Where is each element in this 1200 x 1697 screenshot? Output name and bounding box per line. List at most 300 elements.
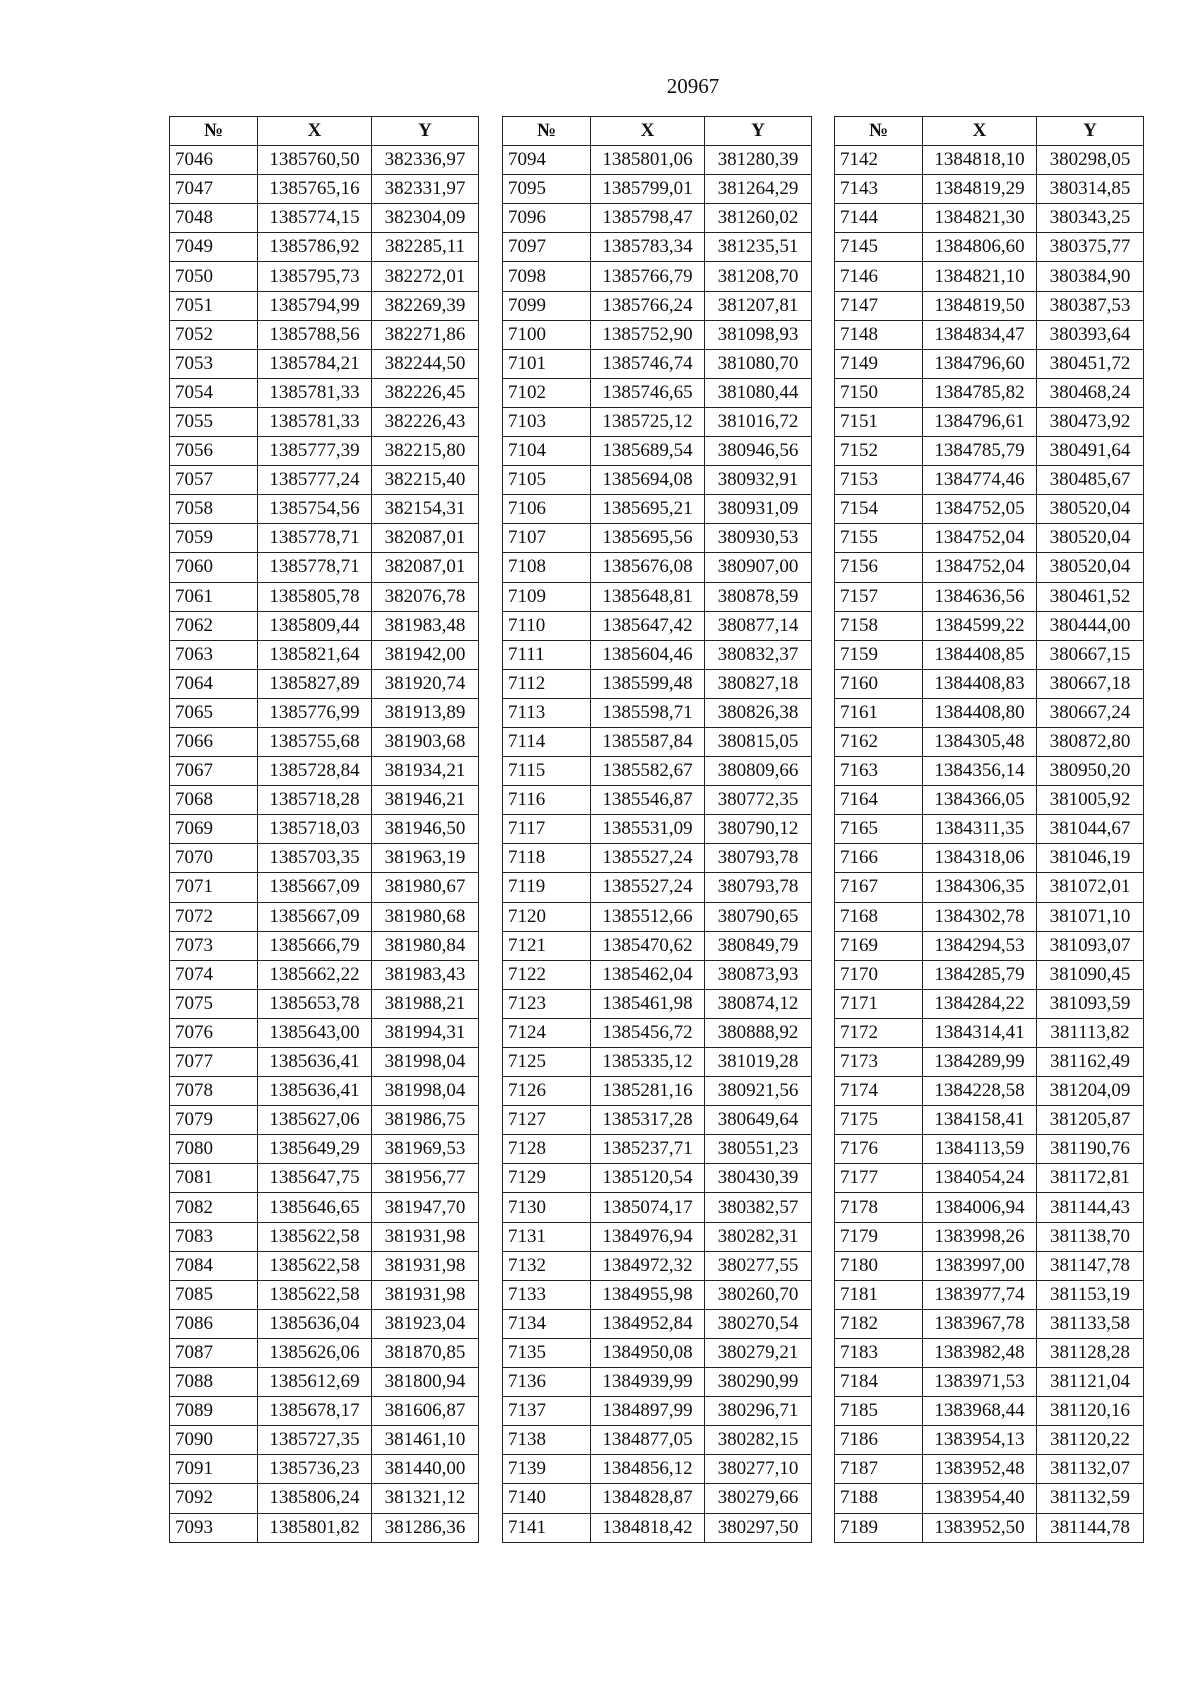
x-coordinate-cell: 1385783,34 bbox=[591, 233, 705, 262]
x-coordinate-cell: 1385755,68 bbox=[258, 727, 372, 756]
y-coordinate-cell: 382269,39 bbox=[372, 291, 479, 320]
x-coordinate-cell: 1385531,09 bbox=[591, 815, 705, 844]
x-coordinate-cell: 1385766,24 bbox=[591, 291, 705, 320]
point-number-cell: 7102 bbox=[503, 378, 591, 407]
y-coordinate-cell: 381956,77 bbox=[372, 1164, 479, 1193]
y-coordinate-cell: 381931,98 bbox=[372, 1222, 479, 1251]
y-coordinate-cell: 381440,00 bbox=[372, 1455, 479, 1484]
point-number-cell: 7157 bbox=[835, 582, 923, 611]
x-coordinate-cell: 1384289,99 bbox=[923, 1048, 1037, 1077]
x-coordinate-cell: 1384158,41 bbox=[923, 1106, 1037, 1135]
point-number-cell: 7162 bbox=[835, 727, 923, 756]
header-y: Y bbox=[705, 117, 812, 146]
y-coordinate-cell: 380551,23 bbox=[705, 1135, 812, 1164]
x-coordinate-cell: 1385805,78 bbox=[258, 582, 372, 611]
x-coordinate-cell: 1385622,58 bbox=[258, 1280, 372, 1309]
table-row bbox=[170, 378, 479, 407]
y-coordinate-cell: 380907,00 bbox=[705, 553, 812, 582]
x-coordinate-cell: 1384818,10 bbox=[923, 146, 1037, 175]
x-coordinate-cell: 1385746,74 bbox=[591, 349, 705, 378]
table-row bbox=[170, 1106, 479, 1135]
table-row bbox=[503, 1135, 812, 1164]
table-row bbox=[170, 698, 479, 727]
y-coordinate-cell: 381998,04 bbox=[372, 1077, 479, 1106]
point-number-cell: 7055 bbox=[170, 407, 258, 436]
point-number-cell: 7063 bbox=[170, 640, 258, 669]
point-number-cell: 7071 bbox=[170, 873, 258, 902]
y-coordinate-cell: 380930,53 bbox=[705, 524, 812, 553]
header-number: № bbox=[503, 117, 591, 146]
y-coordinate-cell: 380491,64 bbox=[1037, 437, 1144, 466]
point-number-cell: 7080 bbox=[170, 1135, 258, 1164]
point-number-cell: 7166 bbox=[835, 844, 923, 873]
y-coordinate-cell: 381980,68 bbox=[372, 902, 479, 931]
table-row bbox=[835, 815, 1144, 844]
point-number-cell: 7103 bbox=[503, 407, 591, 436]
x-coordinate-cell: 1385643,00 bbox=[258, 1018, 372, 1047]
point-number-cell: 7083 bbox=[170, 1222, 258, 1251]
point-number-cell: 7141 bbox=[503, 1513, 591, 1542]
x-coordinate-cell: 1384972,32 bbox=[591, 1251, 705, 1280]
point-number-cell: 7189 bbox=[835, 1513, 923, 1542]
point-number-cell: 7176 bbox=[835, 1135, 923, 1164]
point-number-cell: 7152 bbox=[835, 437, 923, 466]
table-row bbox=[170, 1368, 479, 1397]
x-coordinate-cell: 1384302,78 bbox=[923, 902, 1037, 931]
x-coordinate-cell: 1385754,56 bbox=[258, 495, 372, 524]
x-coordinate-cell: 1384306,35 bbox=[923, 873, 1037, 902]
x-coordinate-cell: 1385777,24 bbox=[258, 466, 372, 495]
table-row bbox=[835, 437, 1144, 466]
point-number-cell: 7110 bbox=[503, 611, 591, 640]
table-row bbox=[835, 262, 1144, 291]
x-coordinate-cell: 1385806,24 bbox=[258, 1484, 372, 1513]
table-row bbox=[170, 349, 479, 378]
x-coordinate-cell: 1384366,05 bbox=[923, 786, 1037, 815]
y-coordinate-cell: 380277,55 bbox=[705, 1251, 812, 1280]
table-row bbox=[835, 931, 1144, 960]
x-coordinate-cell: 1383967,78 bbox=[923, 1309, 1037, 1338]
point-number-cell: 7130 bbox=[503, 1193, 591, 1222]
y-coordinate-cell: 382244,50 bbox=[372, 349, 479, 378]
x-coordinate-cell: 1384752,05 bbox=[923, 495, 1037, 524]
point-number-cell: 7068 bbox=[170, 786, 258, 815]
table-row bbox=[835, 320, 1144, 349]
table-row bbox=[170, 815, 479, 844]
table-row bbox=[170, 1397, 479, 1426]
x-coordinate-cell: 1385647,75 bbox=[258, 1164, 372, 1193]
table-row bbox=[835, 989, 1144, 1018]
y-coordinate-cell: 380809,66 bbox=[705, 757, 812, 786]
x-coordinate-cell: 1385784,21 bbox=[258, 349, 372, 378]
table-row bbox=[835, 902, 1144, 931]
x-coordinate-cell: 1385695,21 bbox=[591, 495, 705, 524]
table-row bbox=[503, 349, 812, 378]
table-row bbox=[170, 1222, 479, 1251]
x-coordinate-cell: 1385527,24 bbox=[591, 844, 705, 873]
y-coordinate-cell: 381046,19 bbox=[1037, 844, 1144, 873]
point-number-cell: 7121 bbox=[503, 931, 591, 960]
y-coordinate-cell: 381280,39 bbox=[705, 146, 812, 175]
point-number-cell: 7051 bbox=[170, 291, 258, 320]
point-number-cell: 7154 bbox=[835, 495, 923, 524]
y-coordinate-cell: 380387,53 bbox=[1037, 291, 1144, 320]
table-row bbox=[503, 844, 812, 873]
table-row bbox=[835, 1048, 1144, 1077]
point-number-cell: 7156 bbox=[835, 553, 923, 582]
point-number-cell: 7137 bbox=[503, 1397, 591, 1426]
table-row bbox=[503, 175, 812, 204]
table-row bbox=[170, 407, 479, 436]
table-row bbox=[835, 1513, 1144, 1542]
x-coordinate-cell: 1384318,06 bbox=[923, 844, 1037, 873]
point-number-cell: 7188 bbox=[835, 1484, 923, 1513]
point-number-cell: 7073 bbox=[170, 931, 258, 960]
point-number-cell: 7164 bbox=[835, 786, 923, 815]
x-coordinate-cell: 1385799,01 bbox=[591, 175, 705, 204]
x-coordinate-cell: 1385801,06 bbox=[591, 146, 705, 175]
x-coordinate-cell: 1385622,58 bbox=[258, 1251, 372, 1280]
x-coordinate-cell: 1385718,28 bbox=[258, 786, 372, 815]
table-row bbox=[170, 582, 479, 611]
point-number-cell: 7153 bbox=[835, 466, 923, 495]
point-number-cell: 7107 bbox=[503, 524, 591, 553]
point-number-cell: 7151 bbox=[835, 407, 923, 436]
x-coordinate-cell: 1385788,56 bbox=[258, 320, 372, 349]
point-number-cell: 7077 bbox=[170, 1048, 258, 1077]
point-number-cell: 7050 bbox=[170, 262, 258, 291]
header-y: Y bbox=[372, 117, 479, 146]
table-row bbox=[170, 466, 479, 495]
x-coordinate-cell: 1385781,33 bbox=[258, 407, 372, 436]
table-row bbox=[170, 669, 479, 698]
y-coordinate-cell: 381946,50 bbox=[372, 815, 479, 844]
point-number-cell: 7149 bbox=[835, 349, 923, 378]
y-coordinate-cell: 381235,51 bbox=[705, 233, 812, 262]
point-number-cell: 7160 bbox=[835, 669, 923, 698]
y-coordinate-cell: 380270,54 bbox=[705, 1309, 812, 1338]
header-y: Y bbox=[1037, 117, 1144, 146]
y-coordinate-cell: 382154,31 bbox=[372, 495, 479, 524]
table-body bbox=[503, 146, 812, 1543]
y-coordinate-cell: 382215,80 bbox=[372, 437, 479, 466]
header-x: X bbox=[591, 117, 705, 146]
point-number-cell: 7095 bbox=[503, 175, 591, 204]
y-coordinate-cell: 381903,68 bbox=[372, 727, 479, 756]
table-row bbox=[835, 786, 1144, 815]
y-coordinate-cell: 380888,92 bbox=[705, 1018, 812, 1047]
x-coordinate-cell: 1385470,62 bbox=[591, 931, 705, 960]
x-coordinate-cell: 1385074,17 bbox=[591, 1193, 705, 1222]
point-number-cell: 7091 bbox=[170, 1455, 258, 1484]
point-number-cell: 7106 bbox=[503, 495, 591, 524]
table-row bbox=[835, 873, 1144, 902]
y-coordinate-cell: 381090,45 bbox=[1037, 960, 1144, 989]
point-number-cell: 7079 bbox=[170, 1106, 258, 1135]
y-coordinate-cell: 381080,70 bbox=[705, 349, 812, 378]
y-coordinate-cell: 381113,82 bbox=[1037, 1018, 1144, 1047]
x-coordinate-cell: 1384785,79 bbox=[923, 437, 1037, 466]
y-coordinate-cell: 380520,04 bbox=[1037, 553, 1144, 582]
table-header-row bbox=[503, 117, 812, 146]
x-coordinate-cell: 1384314,41 bbox=[923, 1018, 1037, 1047]
table-row bbox=[503, 1368, 812, 1397]
y-coordinate-cell: 381934,21 bbox=[372, 757, 479, 786]
table-row bbox=[503, 291, 812, 320]
x-coordinate-cell: 1385794,99 bbox=[258, 291, 372, 320]
point-number-cell: 7064 bbox=[170, 669, 258, 698]
point-number-cell: 7142 bbox=[835, 146, 923, 175]
point-number-cell: 7168 bbox=[835, 902, 923, 931]
x-coordinate-cell: 1384952,84 bbox=[591, 1309, 705, 1338]
y-coordinate-cell: 380296,71 bbox=[705, 1397, 812, 1426]
y-coordinate-cell: 382087,01 bbox=[372, 553, 479, 582]
y-coordinate-cell: 380667,24 bbox=[1037, 698, 1144, 727]
point-number-cell: 7184 bbox=[835, 1368, 923, 1397]
table-row bbox=[170, 524, 479, 553]
y-coordinate-cell: 381606,87 bbox=[372, 1397, 479, 1426]
y-coordinate-cell: 381190,76 bbox=[1037, 1135, 1144, 1164]
x-coordinate-cell: 1385801,82 bbox=[258, 1513, 372, 1542]
y-coordinate-cell: 381931,98 bbox=[372, 1251, 479, 1280]
table-row bbox=[503, 786, 812, 815]
point-number-cell: 7054 bbox=[170, 378, 258, 407]
table-row bbox=[170, 1077, 479, 1106]
point-number-cell: 7099 bbox=[503, 291, 591, 320]
y-coordinate-cell: 380793,78 bbox=[705, 873, 812, 902]
point-number-cell: 7132 bbox=[503, 1251, 591, 1280]
x-coordinate-cell: 1383998,26 bbox=[923, 1222, 1037, 1251]
point-number-cell: 7114 bbox=[503, 727, 591, 756]
table-row bbox=[170, 989, 479, 1018]
x-coordinate-cell: 1385666,79 bbox=[258, 931, 372, 960]
table-row bbox=[835, 175, 1144, 204]
y-coordinate-cell: 381913,89 bbox=[372, 698, 479, 727]
x-coordinate-cell: 1385599,48 bbox=[591, 669, 705, 698]
x-coordinate-cell: 1383997,00 bbox=[923, 1251, 1037, 1280]
y-coordinate-cell: 380793,78 bbox=[705, 844, 812, 873]
table-row bbox=[835, 698, 1144, 727]
point-number-cell: 7060 bbox=[170, 553, 258, 582]
x-coordinate-cell: 1385821,64 bbox=[258, 640, 372, 669]
y-coordinate-cell: 380874,12 bbox=[705, 989, 812, 1018]
x-coordinate-cell: 1385627,06 bbox=[258, 1106, 372, 1135]
table-row bbox=[503, 233, 812, 262]
y-coordinate-cell: 380375,77 bbox=[1037, 233, 1144, 262]
y-coordinate-cell: 380461,52 bbox=[1037, 582, 1144, 611]
point-number-cell: 7175 bbox=[835, 1106, 923, 1135]
point-number-cell: 7124 bbox=[503, 1018, 591, 1047]
point-number-cell: 7078 bbox=[170, 1077, 258, 1106]
point-number-cell: 7143 bbox=[835, 175, 923, 204]
x-coordinate-cell: 1384752,04 bbox=[923, 524, 1037, 553]
point-number-cell: 7108 bbox=[503, 553, 591, 582]
coordinates-table-3 bbox=[834, 116, 1144, 1543]
table-row bbox=[835, 1484, 1144, 1513]
y-coordinate-cell: 380468,24 bbox=[1037, 378, 1144, 407]
header-x: X bbox=[923, 117, 1037, 146]
table-row bbox=[503, 407, 812, 436]
point-number-cell: 7046 bbox=[170, 146, 258, 175]
x-coordinate-cell: 1385317,28 bbox=[591, 1106, 705, 1135]
y-coordinate-cell: 381988,21 bbox=[372, 989, 479, 1018]
x-coordinate-cell: 1385766,79 bbox=[591, 262, 705, 291]
x-coordinate-cell: 1384284,22 bbox=[923, 989, 1037, 1018]
x-coordinate-cell: 1385598,71 bbox=[591, 698, 705, 727]
point-number-cell: 7125 bbox=[503, 1048, 591, 1077]
x-coordinate-cell: 1384828,87 bbox=[591, 1484, 705, 1513]
point-number-cell: 7087 bbox=[170, 1338, 258, 1367]
page-number: 20967 bbox=[666, 74, 720, 98]
y-coordinate-cell: 381016,72 bbox=[705, 407, 812, 436]
x-coordinate-cell: 1383952,50 bbox=[923, 1513, 1037, 1542]
coordinates-table-2 bbox=[502, 116, 812, 1543]
y-coordinate-cell: 380931,09 bbox=[705, 495, 812, 524]
point-number-cell: 7100 bbox=[503, 320, 591, 349]
point-number-cell: 7048 bbox=[170, 204, 258, 233]
y-coordinate-cell: 380520,04 bbox=[1037, 495, 1144, 524]
table-row bbox=[503, 1251, 812, 1280]
point-number-cell: 7147 bbox=[835, 291, 923, 320]
point-number-cell: 7081 bbox=[170, 1164, 258, 1193]
table-row bbox=[835, 1280, 1144, 1309]
x-coordinate-cell: 1384356,14 bbox=[923, 757, 1037, 786]
x-coordinate-cell: 1385765,16 bbox=[258, 175, 372, 204]
table-row bbox=[503, 582, 812, 611]
x-coordinate-cell: 1385676,08 bbox=[591, 553, 705, 582]
x-coordinate-cell: 1384818,42 bbox=[591, 1513, 705, 1542]
table-row bbox=[170, 1455, 479, 1484]
table-row bbox=[170, 1426, 479, 1455]
y-coordinate-cell: 381947,70 bbox=[372, 1193, 479, 1222]
y-coordinate-cell: 380282,15 bbox=[705, 1426, 812, 1455]
table-row bbox=[503, 989, 812, 1018]
table-row bbox=[835, 1077, 1144, 1106]
table-row bbox=[170, 931, 479, 960]
point-number-cell: 7161 bbox=[835, 698, 923, 727]
y-coordinate-cell: 380790,12 bbox=[705, 815, 812, 844]
y-coordinate-cell: 380393,64 bbox=[1037, 320, 1144, 349]
point-number-cell: 7062 bbox=[170, 611, 258, 640]
point-number-cell: 7172 bbox=[835, 1018, 923, 1047]
table-row bbox=[835, 524, 1144, 553]
x-coordinate-cell: 1385777,39 bbox=[258, 437, 372, 466]
table-row bbox=[503, 1106, 812, 1135]
x-coordinate-cell: 1385622,58 bbox=[258, 1222, 372, 1251]
x-coordinate-cell: 1385512,66 bbox=[591, 902, 705, 931]
point-number-cell: 7131 bbox=[503, 1222, 591, 1251]
x-coordinate-cell: 1384834,47 bbox=[923, 320, 1037, 349]
x-coordinate-cell: 1385827,89 bbox=[258, 669, 372, 698]
x-coordinate-cell: 1385662,22 bbox=[258, 960, 372, 989]
table-row bbox=[835, 233, 1144, 262]
table-row bbox=[170, 175, 479, 204]
point-number-cell: 7173 bbox=[835, 1048, 923, 1077]
table-row bbox=[503, 553, 812, 582]
point-number-cell: 7181 bbox=[835, 1280, 923, 1309]
y-coordinate-cell: 381207,81 bbox=[705, 291, 812, 320]
table-row bbox=[170, 1164, 479, 1193]
y-coordinate-cell: 381204,09 bbox=[1037, 1077, 1144, 1106]
y-coordinate-cell: 380430,39 bbox=[705, 1164, 812, 1193]
x-coordinate-cell: 1383977,74 bbox=[923, 1280, 1037, 1309]
x-coordinate-cell: 1385527,24 bbox=[591, 873, 705, 902]
x-coordinate-cell: 1385612,69 bbox=[258, 1368, 372, 1397]
point-number-cell: 7066 bbox=[170, 727, 258, 756]
x-coordinate-cell: 1383982,48 bbox=[923, 1338, 1037, 1367]
table-row bbox=[835, 727, 1144, 756]
table-row bbox=[170, 727, 479, 756]
point-number-cell: 7109 bbox=[503, 582, 591, 611]
table-row bbox=[503, 1077, 812, 1106]
y-coordinate-cell: 380950,20 bbox=[1037, 757, 1144, 786]
table-row bbox=[503, 1484, 812, 1513]
x-coordinate-cell: 1385694,08 bbox=[591, 466, 705, 495]
x-coordinate-cell: 1385760,50 bbox=[258, 146, 372, 175]
point-number-cell: 7076 bbox=[170, 1018, 258, 1047]
x-coordinate-cell: 1384950,08 bbox=[591, 1338, 705, 1367]
x-coordinate-cell: 1383952,48 bbox=[923, 1455, 1037, 1484]
x-coordinate-cell: 1385582,67 bbox=[591, 757, 705, 786]
table-row bbox=[835, 495, 1144, 524]
table-row bbox=[835, 1222, 1144, 1251]
x-coordinate-cell: 1385778,71 bbox=[258, 553, 372, 582]
y-coordinate-cell: 382226,43 bbox=[372, 407, 479, 436]
point-number-cell: 7146 bbox=[835, 262, 923, 291]
point-number-cell: 7155 bbox=[835, 524, 923, 553]
y-coordinate-cell: 381121,04 bbox=[1037, 1368, 1144, 1397]
y-coordinate-cell: 380826,38 bbox=[705, 698, 812, 727]
x-coordinate-cell: 1384856,12 bbox=[591, 1455, 705, 1484]
y-coordinate-cell: 380790,65 bbox=[705, 902, 812, 931]
x-coordinate-cell: 1385462,04 bbox=[591, 960, 705, 989]
x-coordinate-cell: 1385781,33 bbox=[258, 378, 372, 407]
y-coordinate-cell: 381132,07 bbox=[1037, 1455, 1144, 1484]
point-number-cell: 7089 bbox=[170, 1397, 258, 1426]
y-coordinate-cell: 381044,67 bbox=[1037, 815, 1144, 844]
point-number-cell: 7090 bbox=[170, 1426, 258, 1455]
point-number-cell: 7094 bbox=[503, 146, 591, 175]
x-coordinate-cell: 1383954,40 bbox=[923, 1484, 1037, 1513]
y-coordinate-cell: 381153,19 bbox=[1037, 1280, 1144, 1309]
x-coordinate-cell: 1384408,83 bbox=[923, 669, 1037, 698]
table-row bbox=[835, 1106, 1144, 1135]
point-number-cell: 7053 bbox=[170, 349, 258, 378]
y-coordinate-cell: 380277,10 bbox=[705, 1455, 812, 1484]
x-coordinate-cell: 1385456,72 bbox=[591, 1018, 705, 1047]
point-number-cell: 7119 bbox=[503, 873, 591, 902]
y-coordinate-cell: 380877,14 bbox=[705, 611, 812, 640]
y-coordinate-cell: 381980,67 bbox=[372, 873, 479, 902]
table-row bbox=[503, 495, 812, 524]
y-coordinate-cell: 382285,11 bbox=[372, 233, 479, 262]
table-row bbox=[503, 902, 812, 931]
table-row bbox=[503, 1426, 812, 1455]
y-coordinate-cell: 381093,59 bbox=[1037, 989, 1144, 1018]
point-number-cell: 7122 bbox=[503, 960, 591, 989]
point-number-cell: 7115 bbox=[503, 757, 591, 786]
y-coordinate-cell: 381120,16 bbox=[1037, 1397, 1144, 1426]
x-coordinate-cell: 1385636,04 bbox=[258, 1309, 372, 1338]
table-row bbox=[835, 1193, 1144, 1222]
y-coordinate-cell: 380667,15 bbox=[1037, 640, 1144, 669]
table-row bbox=[170, 786, 479, 815]
y-coordinate-cell: 380849,79 bbox=[705, 931, 812, 960]
table-row bbox=[503, 466, 812, 495]
table-row bbox=[503, 698, 812, 727]
x-coordinate-cell: 1384819,29 bbox=[923, 175, 1037, 204]
point-number-cell: 7180 bbox=[835, 1251, 923, 1280]
